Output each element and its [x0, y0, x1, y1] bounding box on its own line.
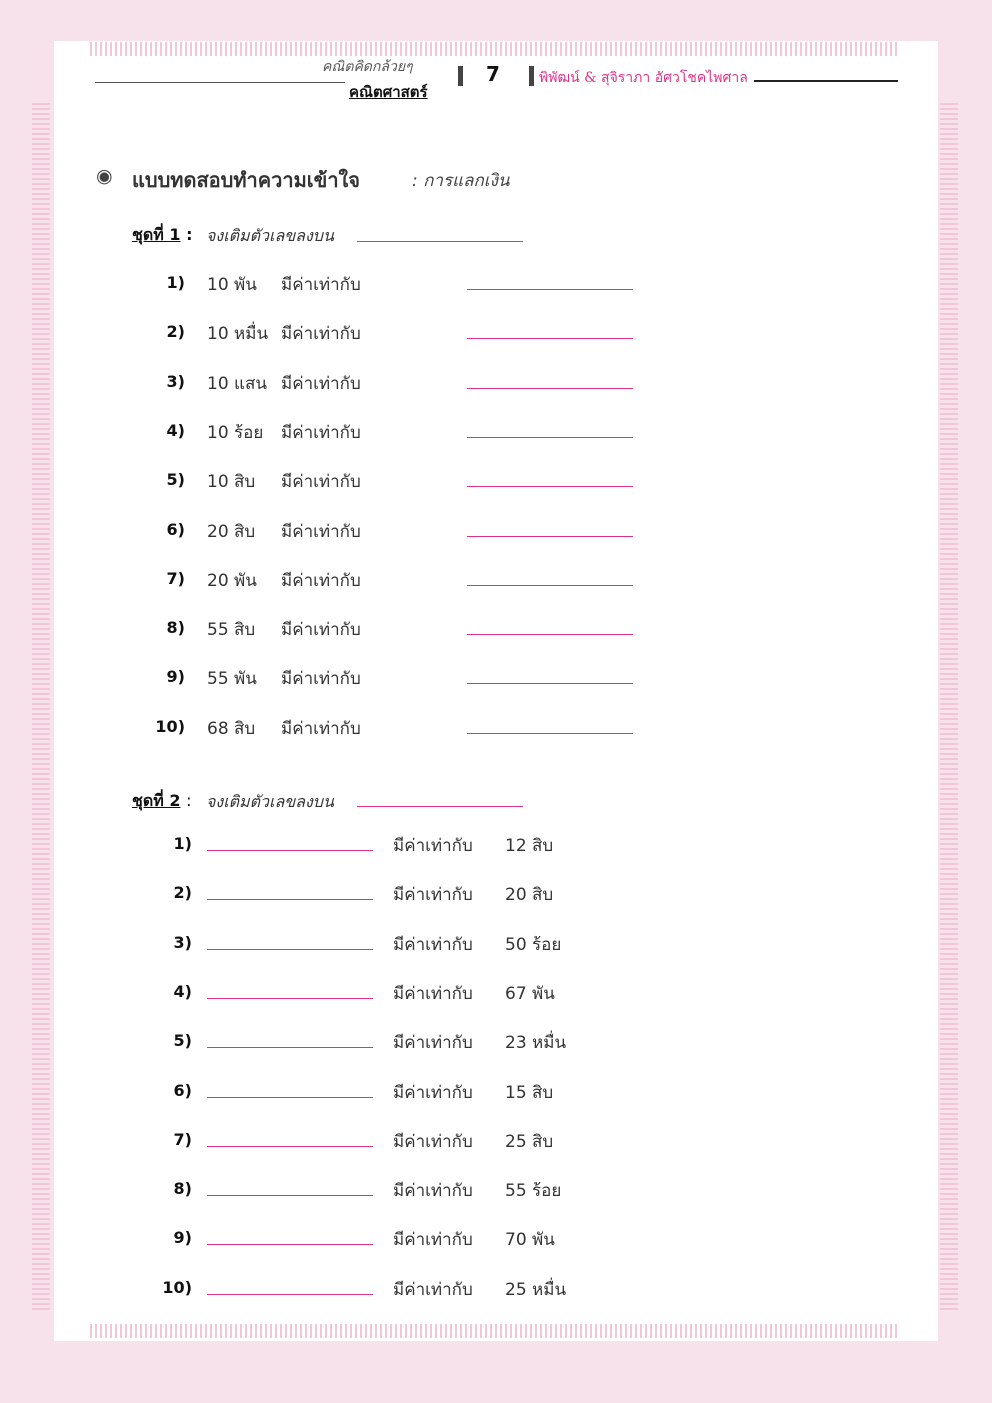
- item-relation: มีค่าเท่ากับ: [281, 423, 361, 443]
- item-number: 10): [155, 717, 185, 736]
- header-divider-bar: [529, 66, 534, 86]
- target-bullet-icon: ◉: [96, 165, 113, 187]
- item-quantity: 25 หมื่น: [505, 1280, 567, 1300]
- set2-label: ชุดที่ 2 :: [132, 791, 192, 810]
- item-relation: มีค่าเท่ากับ: [281, 571, 361, 591]
- item-relation: มีค่าเท่ากับ: [281, 522, 361, 542]
- subject-title: คณิตศาสตร์: [349, 83, 428, 101]
- item-number: 5): [166, 470, 185, 489]
- item-number: 2): [173, 883, 192, 902]
- item-quantity: 50 ร้อย: [505, 935, 562, 955]
- item-relation: มีค่าเท่ากับ: [393, 984, 473, 1004]
- top-stripe-border: [90, 42, 900, 56]
- item-number: 4): [173, 982, 192, 1001]
- item-number: 6): [173, 1081, 192, 1100]
- item-number: 5): [173, 1031, 192, 1050]
- header-rule-left: [95, 82, 345, 83]
- answer-blank[interactable]: [467, 388, 633, 389]
- right-stripe-border: [940, 100, 958, 1310]
- item-number: 1): [166, 273, 185, 292]
- item-number: 2): [166, 322, 185, 341]
- bottom-stripe-border: [90, 1324, 900, 1338]
- item-quantity: 55 ร้อย: [505, 1181, 562, 1201]
- authors: พิพัฒน์ & สุจิราภา อัศวโชคไพศาล: [539, 70, 748, 86]
- item-relation: มีค่าเท่ากับ: [281, 620, 361, 640]
- left-stripe-border: [32, 100, 50, 1310]
- answer-blank[interactable]: [207, 1294, 373, 1295]
- answer-blank[interactable]: [207, 1097, 373, 1098]
- item-quantity: 10 สิบ: [207, 472, 256, 492]
- page-number: 7: [486, 62, 500, 86]
- item-relation: มีค่าเท่ากับ: [393, 885, 473, 905]
- item-relation: มีค่าเท่ากับ: [281, 374, 361, 394]
- item-relation: มีค่าเท่ากับ: [281, 472, 361, 492]
- answer-blank[interactable]: [467, 683, 633, 684]
- item-number: 3): [166, 372, 185, 391]
- set2-instruction: จงเติมตัวเลขลงบน: [206, 792, 334, 811]
- item-relation: มีค่าเท่ากับ: [393, 1280, 473, 1300]
- answer-blank[interactable]: [467, 289, 633, 290]
- item-relation: มีค่าเท่ากับ: [393, 1132, 473, 1152]
- item-relation: มีค่าเท่ากับ: [281, 275, 361, 295]
- item-quantity: 55 สิบ: [207, 620, 256, 640]
- answer-blank[interactable]: [207, 850, 373, 851]
- item-quantity: 20 พัน: [207, 571, 257, 591]
- answer-blank[interactable]: [207, 899, 373, 900]
- item-quantity: 55 พัน: [207, 669, 257, 689]
- item-relation: มีค่าเท่ากับ: [393, 935, 473, 955]
- item-relation: มีค่าเท่ากับ: [281, 719, 361, 739]
- item-relation: มีค่าเท่ากับ: [393, 836, 473, 856]
- item-quantity: 68 สิบ: [207, 719, 256, 739]
- answer-blank[interactable]: [467, 536, 633, 537]
- item-quantity: 15 สิบ: [505, 1083, 554, 1103]
- item-quantity: 12 สิบ: [505, 836, 554, 856]
- set1-label: ชุดที่ 1 :: [132, 225, 193, 244]
- item-quantity: 20 สิบ: [207, 522, 256, 542]
- item-relation: มีค่าเท่ากับ: [393, 1033, 473, 1053]
- answer-blank[interactable]: [207, 1195, 373, 1196]
- set2-example-blank: [357, 806, 523, 807]
- item-quantity: 67 พัน: [505, 984, 555, 1004]
- item-number: 9): [173, 1228, 192, 1247]
- item-relation: มีค่าเท่ากับ: [281, 669, 361, 689]
- item-quantity: 25 สิบ: [505, 1132, 554, 1152]
- answer-blank[interactable]: [207, 1047, 373, 1048]
- item-number: 4): [166, 421, 185, 440]
- item-number: 9): [166, 667, 185, 686]
- header-divider-bar: [458, 66, 463, 86]
- header-rule-right: [754, 80, 898, 82]
- answer-blank[interactable]: [207, 1146, 373, 1147]
- answer-blank[interactable]: [467, 733, 633, 734]
- answer-blank[interactable]: [467, 486, 633, 487]
- item-number: 7): [173, 1130, 192, 1149]
- item-number: 8): [166, 618, 185, 637]
- set1-example-blank: [357, 241, 523, 242]
- item-relation: มีค่าเท่ากับ: [393, 1083, 473, 1103]
- item-number: 7): [166, 569, 185, 588]
- item-quantity: 70 พัน: [505, 1230, 555, 1250]
- page-subtitle: : การแลกเงิน: [412, 171, 510, 191]
- answer-blank[interactable]: [207, 949, 373, 950]
- item-number: 1): [173, 834, 192, 853]
- item-relation: มีค่าเท่ากับ: [393, 1230, 473, 1250]
- answer-blank[interactable]: [467, 338, 633, 339]
- set1-instruction: จงเติมตัวเลขลงบน: [206, 226, 334, 245]
- item-quantity: 23 หมื่น: [505, 1033, 567, 1053]
- page-title: แบบทดสอบทำความเข้าใจ: [132, 168, 361, 192]
- book-title: คณิตคิดกล้วยๆ: [322, 59, 413, 75]
- item-relation: มีค่าเท่ากับ: [281, 324, 361, 344]
- item-number: 10): [162, 1278, 192, 1297]
- answer-blank[interactable]: [467, 585, 633, 586]
- item-number: 6): [166, 520, 185, 539]
- item-quantity: 20 สิบ: [505, 885, 554, 905]
- item-quantity: 10 พัน: [207, 275, 257, 295]
- answer-blank[interactable]: [467, 634, 633, 635]
- item-number: 3): [173, 933, 192, 952]
- answer-blank[interactable]: [467, 437, 633, 438]
- item-quantity: 10 แสน: [207, 374, 267, 394]
- item-relation: มีค่าเท่ากับ: [393, 1181, 473, 1201]
- answer-blank[interactable]: [207, 998, 373, 999]
- item-quantity: 10 ร้อย: [207, 423, 264, 443]
- item-number: 8): [173, 1179, 192, 1198]
- answer-blank[interactable]: [207, 1244, 373, 1245]
- item-quantity: 10 หมื่น: [207, 324, 269, 344]
